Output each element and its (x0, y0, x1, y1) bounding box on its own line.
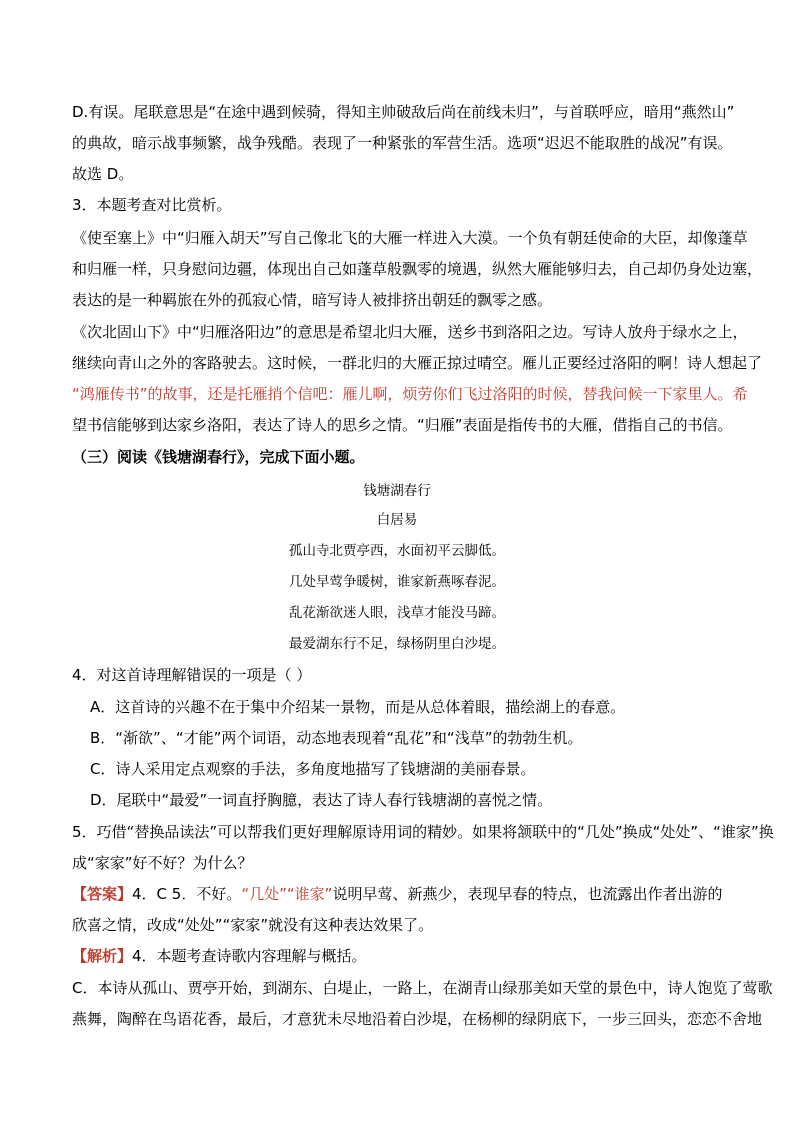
shizhi-analysis-line-2: 和归雁一样，只身慰问边疆，体现出自己如蓬草般飘零的境遇，纵然大雁能够归去，自己却仍身处边塞， (72, 260, 763, 278)
answer-first-rest: 说明早莺、新燕少，表现早春的特点，也流露出作者出游的 (332, 885, 723, 903)
poem-author: 白居易 (376, 512, 418, 528)
poem-line-3: 乱花渐欲迷人眼，浅草才能没马蹄。 (289, 605, 505, 621)
analysis-heading (72, 946, 722, 966)
analysis-tag: 【解析】 (72, 947, 133, 965)
question-4-option-b: B．“渐欲”、“才能”两个词语，动态地表现着“乱花”和“浅草”的勃勃生机。 (90, 729, 583, 747)
question-4-option-c: C．诗人采用定点观察的手法，多角度地描写了钱塘湖的美丽春景。 (90, 760, 536, 778)
analysis-line-2: 燕舞，陶醉在鸟语花香，最后，才意犹未尽地沿着白沙堤，在杨柳的绿阴底下，一步三回头，恋恋不舍地 (72, 1010, 763, 1028)
answer-line-2: 欣喜之情，改成“处处”“家家”就没有这种表达效果了。 (72, 916, 434, 934)
option-d-analysis-line-1: D.有误。尾联意思是“在途中遇到候骑，得知主帅破敌后尚在前线未归”，与首联呼应，暗用“燕然山” (72, 103, 735, 121)
question-4-option-a: A．这首诗的兴趣不在于集中介绍某一景物，而是从总体着眼，描绘湖上的春意。 (90, 698, 626, 716)
cibei-analysis-line-2: 继续向青山之外的客路驶去。这时候，一群北归的大雁正掠过晴空。雁儿正要经过洛阳的啊！诗人想起了 (72, 354, 763, 372)
cibei-analysis-line-red: “鸿雁传书”的故事，还是托雁捎个信吧：雁儿啊，烦劳你们飞过洛阳的时候，替我问候一下家里人。希 (72, 385, 748, 403)
question-4-option-d: D．尾联中“最爱”一词直抒胸臆，表达了诗人春行钱塘湖的喜悦之情。 (90, 791, 553, 809)
poem-title: 钱塘湖春行 (363, 483, 431, 499)
poem-line-1: 孤山寺北贾亭西，水面初平云脚低。 (289, 543, 505, 559)
cibei-analysis-line-1: 《次北固山下》中“归雁洛阳边”的意思是希望北归大雁，送乡书到洛阳之边。写诗人放舟于绿水之上， (72, 323, 748, 341)
poem-line-2: 几处早莺争暖树，谁家新燕啄春泥。 (289, 574, 505, 590)
option-d-analysis-line-3: 故选 D。 (72, 165, 134, 183)
answer-line-1 (72, 884, 722, 904)
answer-tag: 【答案】 (72, 885, 133, 903)
analysis-line-1: C．本诗从孤山、贾亭开始，到湖东、白堤止，一路上，在湖青山绿那美如天堂的景色中，诗人饱览了莺歌 (72, 979, 773, 997)
shizhi-analysis-line-1: 《使至塞上》中“归雁入胡天”写自己像北飞的大雁一样进入大漠。一个负有朝廷使命的大臣，却像蓬草 (72, 229, 748, 247)
question-5-line-1: 5．巧借“替换品读法”可以帮我们更好理解原诗用词的精妙。如果将颔联中的“几处”换成“处处”、“谁家”换 (72, 823, 774, 841)
shizhi-analysis-line-3: 表达的是一种羁旅在外的孤寂心情，暗写诗人被排挤出朝廷的飘零之感。 (72, 291, 553, 309)
option-d-analysis-line-2: 的典故，暗示战事频繁，战争残酷。表现了一种紧张的军营生活。选项“迟迟不能取胜的战况”有误。 (72, 134, 733, 152)
question-3-heading: 3．本题考查对比赏析。 (72, 196, 232, 214)
answer-first-red: “几处”“谁家” (241, 885, 333, 903)
question-5-line-2: 成“家家”好不好？为什么？ (72, 854, 253, 872)
poem-line-4: 最爱湖东行不足，绿杨阴里白沙堤。 (289, 636, 505, 652)
analysis-text: 4．本题考查诗歌内容理解与概括。 (132, 947, 367, 965)
cibei-analysis-line-end: 望书信能够到达家乡洛阳，表达了诗人的思乡之情。“归雁”表面是指传书的大雁，借指自己的书信。 (72, 416, 733, 434)
answer-first: 4．C 5．不好。 (132, 885, 242, 903)
question-4-stem: 4．对这首诗理解错误的一项是（ ） (72, 666, 312, 684)
section-3-heading: （三）阅读《钱塘湖春行》，完成下面小题。 (72, 448, 365, 466)
